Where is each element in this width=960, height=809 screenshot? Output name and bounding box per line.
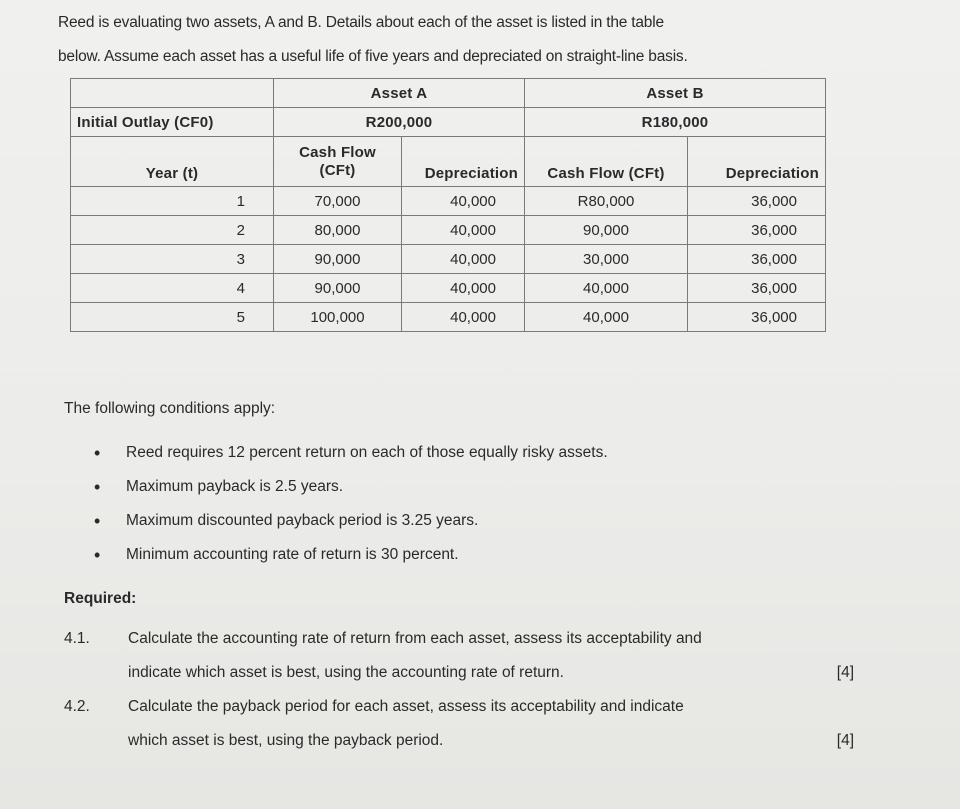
cash-flow-a-cell: 90,000 [274, 274, 402, 303]
question-line-2: which asset is best, using the payback period. [128, 732, 444, 749]
bullet-icon: • [94, 477, 101, 497]
cash-flow-a-cell: 70,000 [274, 187, 402, 216]
table-cell [71, 79, 274, 108]
question-line-1: Calculate the accounting rate of return from each asset, assess its acceptability and [128, 630, 702, 647]
cash-flow-b-cell: 90,000 [525, 216, 688, 245]
question-4-2 [64, 690, 854, 758]
bullet-icon: • [94, 545, 101, 565]
asset-b-outlay: R180,000 [525, 108, 826, 137]
depreciation-a-cell: 40,000 [402, 303, 525, 332]
asset-a-outlay: R200,000 [274, 108, 525, 137]
table-row [71, 79, 826, 108]
year-cell: 1 [71, 187, 274, 216]
question-marks: [4] [836, 664, 854, 681]
depreciation-b-cell: 36,000 [688, 274, 826, 303]
table-row [71, 216, 826, 245]
condition-text: Maximum discounted payback period is 3.25 years. [126, 512, 479, 529]
problem-intro [58, 6, 918, 74]
year-header: Year (t) [71, 137, 274, 187]
bullet-icon: • [94, 443, 101, 463]
conditions-list [94, 436, 608, 572]
list-item [94, 470, 608, 504]
cash-flow-a-header [274, 137, 402, 187]
table-row [71, 274, 826, 303]
year-cell: 5 [71, 303, 274, 332]
depreciation-a-cell: 40,000 [402, 274, 525, 303]
depreciation-a-header: Depreciation [402, 137, 525, 187]
list-item [94, 436, 608, 470]
condition-text: Maximum payback is 2.5 years. [126, 478, 344, 495]
cash-flow-a-line1: Cash Flow [299, 143, 376, 161]
required-heading: Required: [64, 590, 137, 607]
cash-flow-a-cell: 80,000 [274, 216, 402, 245]
cash-flow-a-cell: 100,000 [274, 303, 402, 332]
depreciation-b-header: Depreciation [688, 137, 826, 187]
cash-flow-b-cell: 40,000 [525, 303, 688, 332]
cash-flow-b-cell: 40,000 [525, 274, 688, 303]
bullet-icon: • [94, 511, 101, 531]
conditions-title: The following conditions apply: [64, 400, 276, 417]
table-row [71, 303, 826, 332]
depreciation-b-cell: 36,000 [688, 216, 826, 245]
asset-table [70, 78, 826, 332]
cash-flow-b-header: Cash Flow (CFt) [525, 137, 688, 187]
table-row [71, 245, 826, 274]
depreciation-b-cell: 36,000 [688, 245, 826, 274]
question-4-1 [64, 622, 854, 690]
table-row [71, 137, 826, 187]
list-item [94, 538, 608, 572]
initial-outlay-label: Initial Outlay (CF0) [71, 108, 274, 137]
asset-b-header: Asset B [525, 79, 826, 108]
depreciation-b-cell: 36,000 [688, 303, 826, 332]
table-row [71, 187, 826, 216]
table-row [71, 108, 826, 137]
cash-flow-b-cell: 30,000 [525, 245, 688, 274]
intro-line-1: Reed is evaluating two assets, A and B. Details about each of the asset is listed in the table [58, 14, 664, 31]
question-number: 4.2. [64, 698, 90, 715]
depreciation-a-cell: 40,000 [402, 245, 525, 274]
year-cell: 3 [71, 245, 274, 274]
year-cell: 4 [71, 274, 274, 303]
question-marks: [4] [836, 732, 854, 749]
condition-text: Minimum accounting rate of return is 30 percent. [126, 546, 459, 563]
condition-text: Reed requires 12 percent return on each of those equally risky assets. [126, 444, 608, 461]
cash-flow-a-cell: 90,000 [274, 245, 402, 274]
question-number: 4.1. [64, 630, 90, 647]
asset-a-header: Asset A [274, 79, 525, 108]
depreciation-a-cell: 40,000 [402, 187, 525, 216]
cash-flow-b-cell: R80,000 [525, 187, 688, 216]
depreciation-b-cell: 36,000 [688, 187, 826, 216]
intro-line-2: below. Assume each asset has a useful life of five years and depreciated on straight-line basis. [58, 48, 688, 65]
cash-flow-a-line2: (CFt) [319, 161, 356, 179]
depreciation-a-cell: 40,000 [402, 216, 525, 245]
question-line-1: Calculate the payback period for each asset, assess its acceptability and indicate [128, 698, 684, 715]
question-line-2: indicate which asset is best, using the accounting rate of return. [128, 664, 564, 681]
list-item [94, 504, 608, 538]
year-cell: 2 [71, 216, 274, 245]
